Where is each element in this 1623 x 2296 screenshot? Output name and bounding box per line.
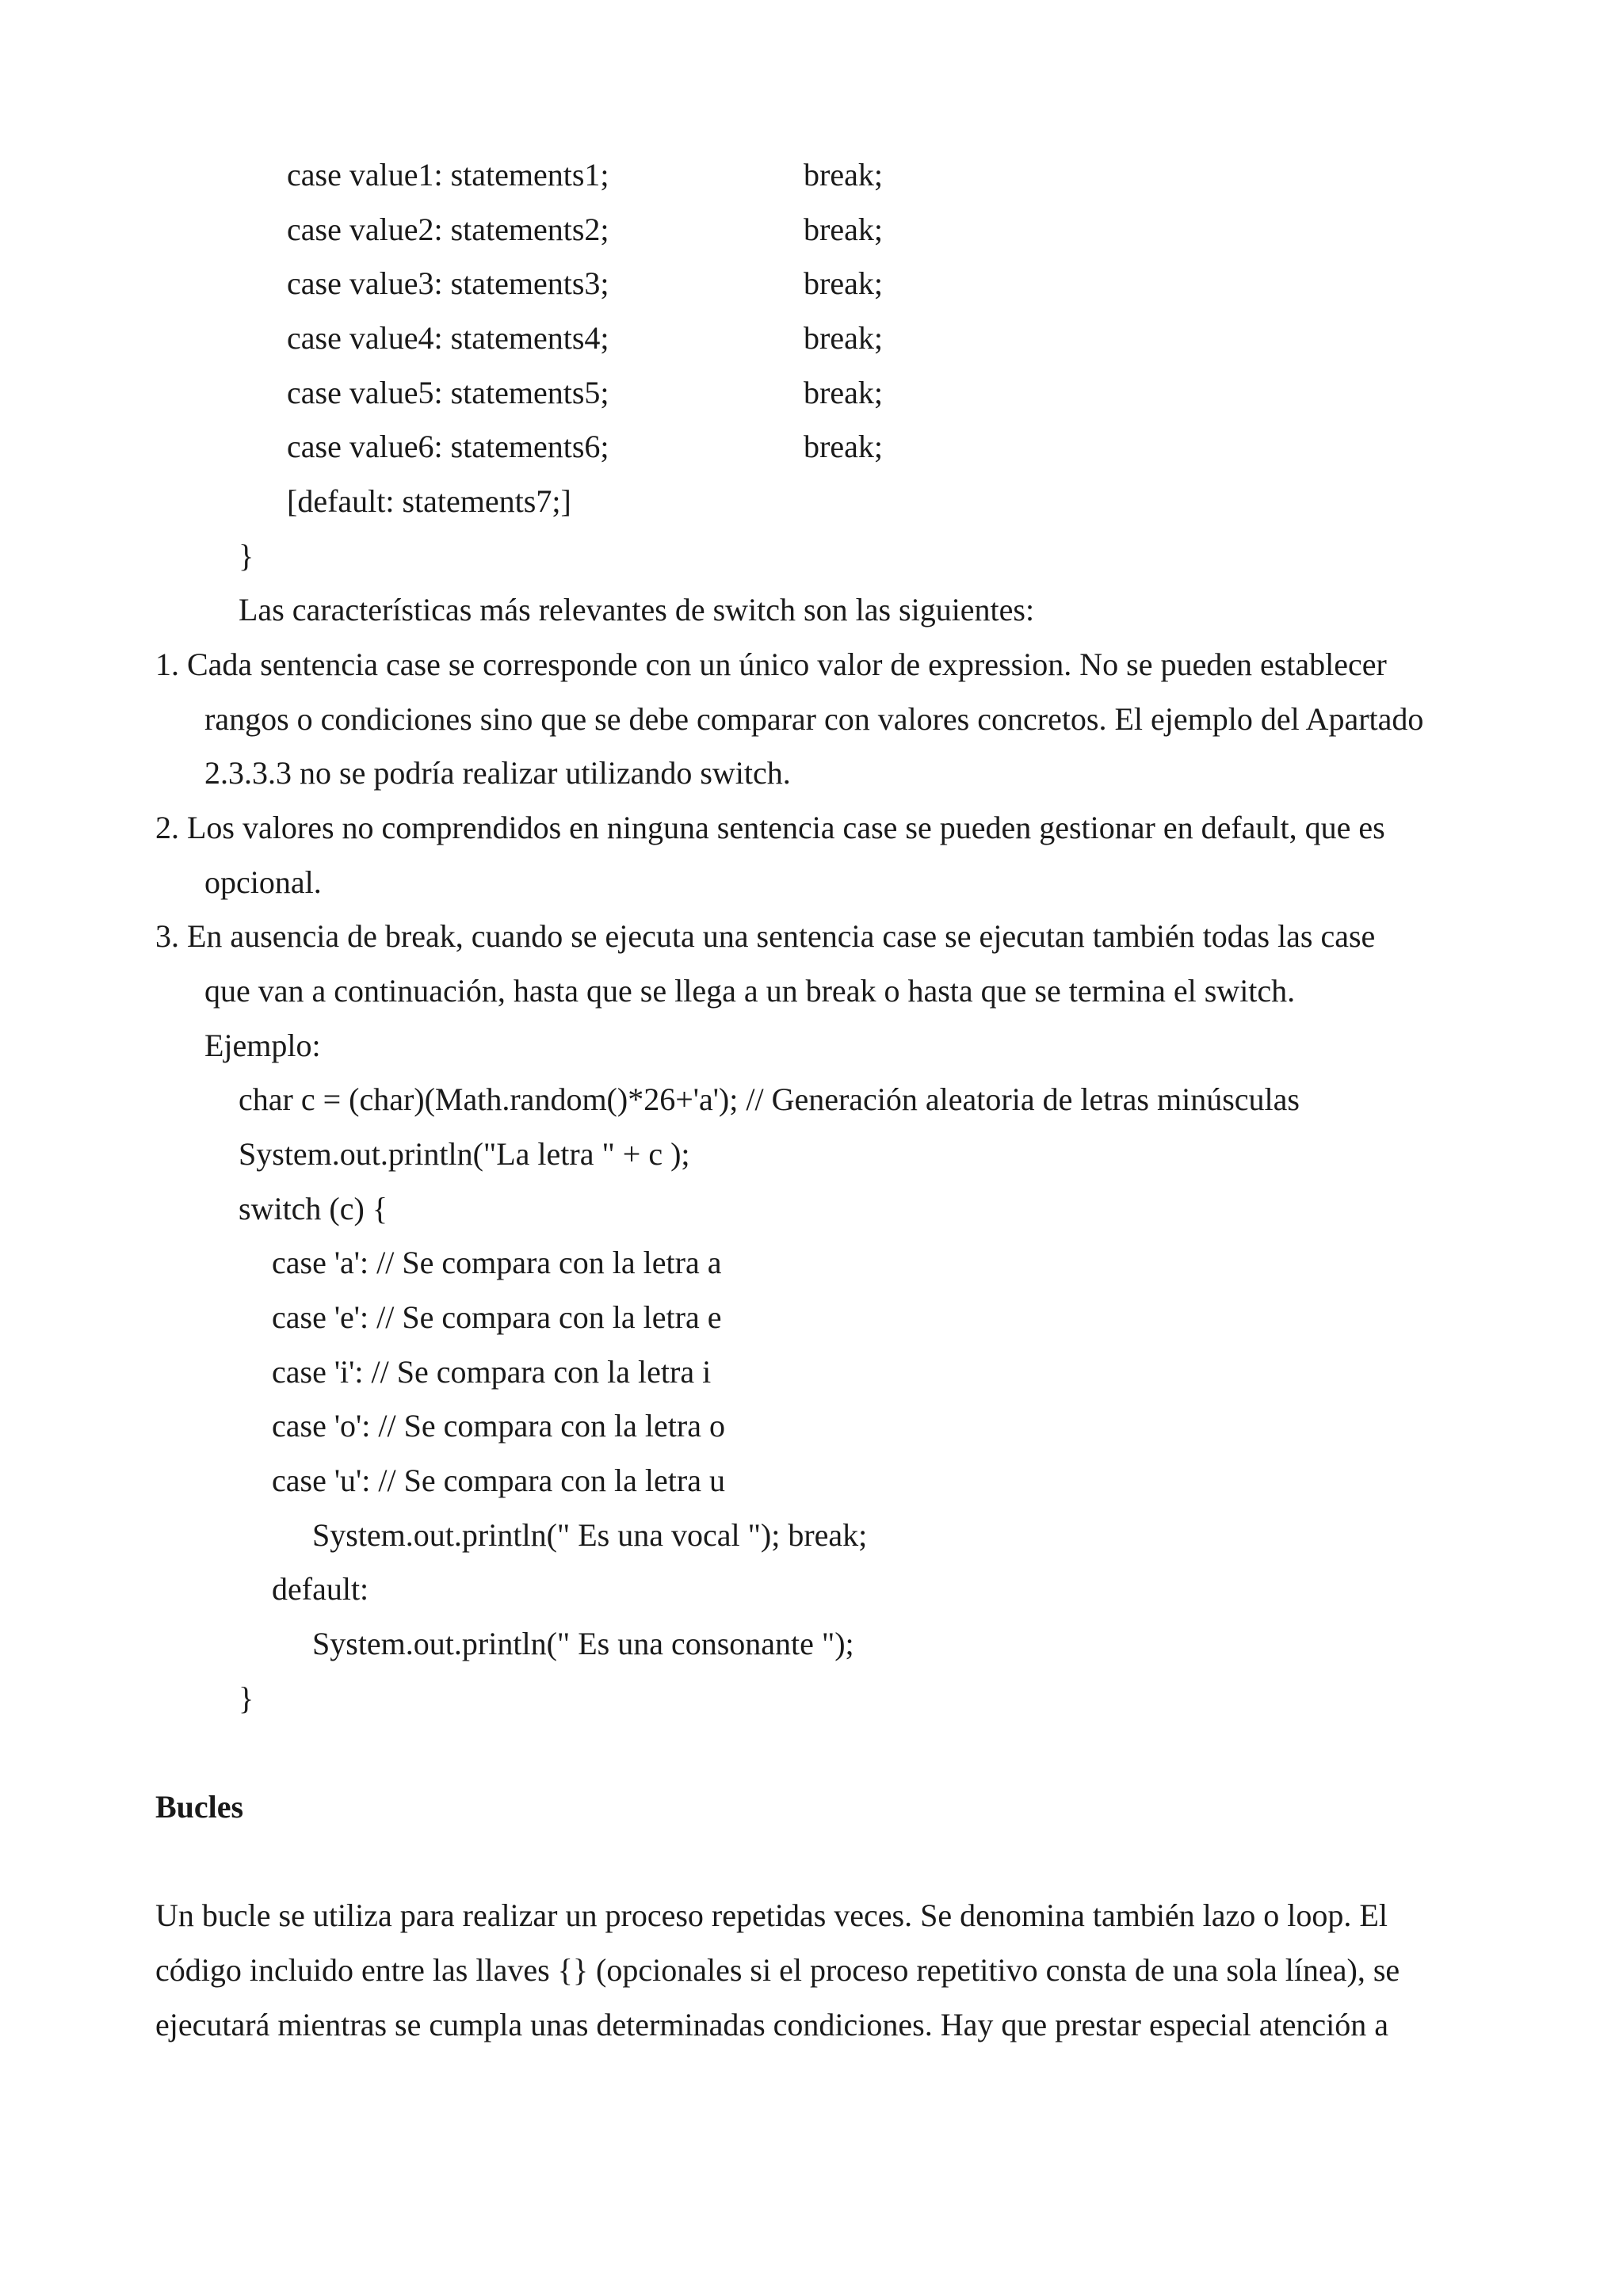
- syntax-case-line: case value2: statements2;: [287, 212, 609, 247]
- syntax-default-line: [default: statements7;]: [287, 483, 571, 519]
- code-line: System.out.println(" Es una consonante ");: [312, 1626, 854, 1661]
- paragraph-line: ejecutará mientras se cumpla unas determinadas condiciones. Hay que prestar especial atención a: [155, 2007, 1388, 2042]
- syntax-case-line: case value3: statements3;: [287, 265, 609, 301]
- syntax-break-line: break;: [804, 320, 883, 356]
- syntax-break-line: break;: [804, 429, 883, 464]
- syntax-break-line: break;: [804, 157, 883, 193]
- syntax-break-line: break;: [804, 375, 883, 410]
- list-item-3-line: que van a continuación, hasta que se llega a un break o hasta que se termina el switch.: [204, 973, 1296, 1009]
- code-line: System.out.println("La letra " + c );: [239, 1136, 690, 1172]
- code-line: default:: [272, 1571, 369, 1607]
- syntax-case-line: case value4: statements4;: [287, 320, 609, 356]
- syntax-case-line: case value5: statements5;: [287, 375, 609, 410]
- list-item-1-line: rangos o condiciones sino que se debe comparar con valores concretos. El ejemplo del Apartado: [204, 701, 1424, 737]
- paragraph-line: código incluido entre las llaves {} (opcionales si el proceso repetitivo consta de una sola línea), se: [155, 1952, 1400, 1988]
- list-item-2-line: 2. Los valores no comprendidos en ninguna sentencia case se pueden gestionar en default, que es: [155, 810, 1385, 845]
- code-line: System.out.println(" Es una vocal "); break;: [312, 1517, 868, 1553]
- syntax-closing-brace: }: [239, 538, 254, 574]
- list-item-3-line: 3. En ausencia de break, cuando se ejecuta una sentencia case se ejecutan también todas las case: [155, 918, 1376, 954]
- code-line: char c = (char)(Math.random()*26+'a'); // Generación aleatoria de letras minúsculas: [239, 1081, 1300, 1117]
- list-item-2-line: opcional.: [204, 864, 322, 900]
- syntax-case-line: case value1: statements1;: [287, 157, 609, 193]
- code-line: }: [239, 1680, 254, 1716]
- section-heading: Bucles: [155, 1789, 244, 1825]
- code-line: case 'o': // Se compara con la letra o: [272, 1408, 725, 1444]
- paragraph-line: Un bucle se utiliza para realizar un proceso repetidas veces. Se denomina también lazo o loop. El: [155, 1897, 1388, 1933]
- syntax-break-line: break;: [804, 212, 883, 247]
- syntax-break-line: break;: [804, 265, 883, 301]
- intro-text: Las características más relevantes de switch son las siguientes:: [239, 592, 1035, 627]
- code-line: case 'u': // Se compara con la letra u: [272, 1463, 725, 1498]
- example-label: Ejemplo:: [204, 1028, 321, 1063]
- code-line: case 'e': // Se compara con la letra e: [272, 1299, 722, 1335]
- syntax-case-line: case value6: statements6;: [287, 429, 609, 464]
- code-line: switch (c) {: [239, 1191, 388, 1226]
- code-line: case 'i': // Se compara con la letra i: [272, 1354, 712, 1390]
- list-item-1-line: 1. Cada sentencia case se corresponde con un único valor de expression. No se pueden establecer: [155, 646, 1387, 682]
- code-line: case 'a': // Se compara con la letra a: [272, 1245, 722, 1280]
- list-item-1-line: 2.3.3.3 no se podría realizar utilizando switch.: [204, 755, 791, 791]
